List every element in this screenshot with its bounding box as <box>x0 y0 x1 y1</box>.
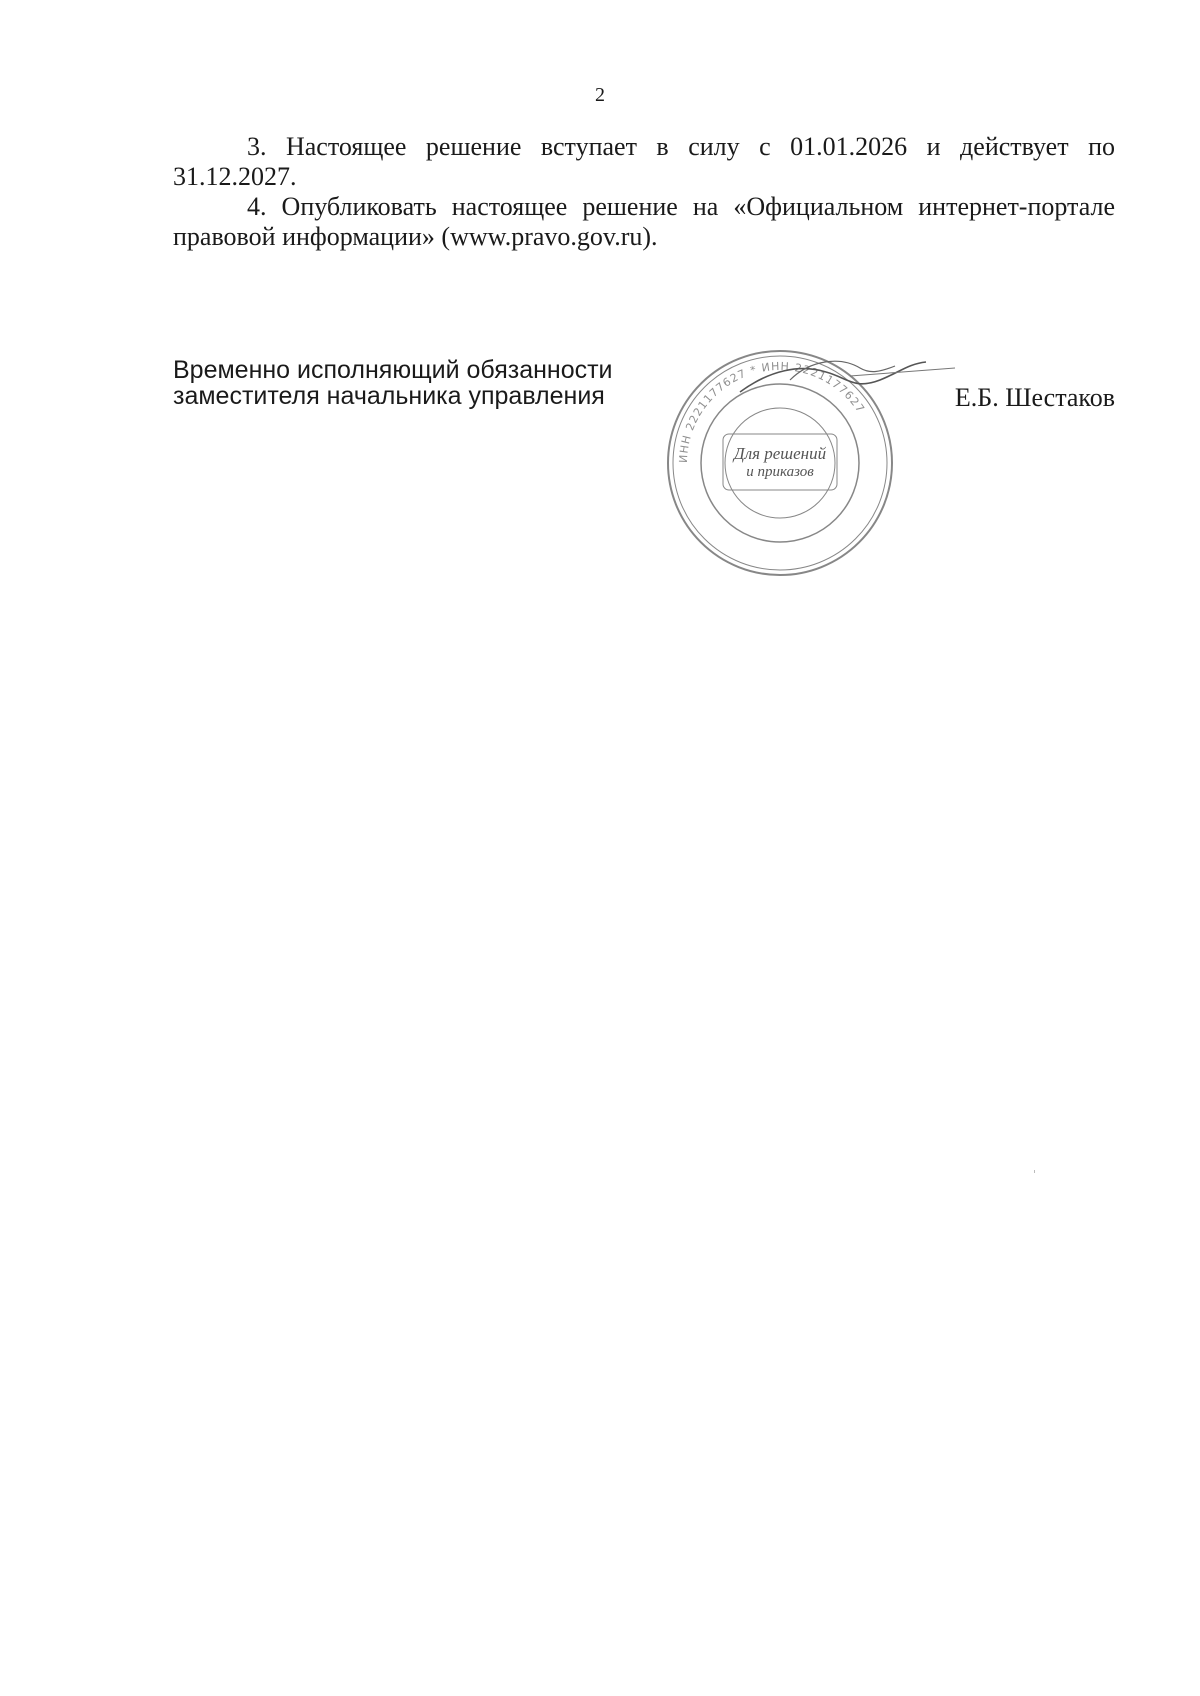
document-body <box>173 132 1115 252</box>
position-line-1: Временно исполняющий обязанности <box>173 356 613 384</box>
signer-name: Е.Б. Шестаков <box>954 383 1115 412</box>
seal-ring-text: ИНН 2221177627 * ИНН 2221177627 <box>676 359 868 464</box>
paragraph-4: 4. Опубликовать настоящее решение на «Официальном интернет-портале правовой информации» (www.pravo.gov.ru). <box>173 192 1115 251</box>
position-line-2: заместителя начальника управления <box>173 382 605 410</box>
page-number: 2 <box>595 84 605 106</box>
signatory-position <box>173 357 613 409</box>
seal-center-line-1: Для решений <box>733 444 827 463</box>
seal-center-line-2: и приказов <box>746 464 814 480</box>
scan-speck <box>1034 1170 1035 1173</box>
handwritten-signature-icon <box>730 350 960 410</box>
paragraph-3: 3. Настоящее решение вступает в силу с 01.01.2026 и действует по 31.12.2027. <box>173 132 1115 191</box>
